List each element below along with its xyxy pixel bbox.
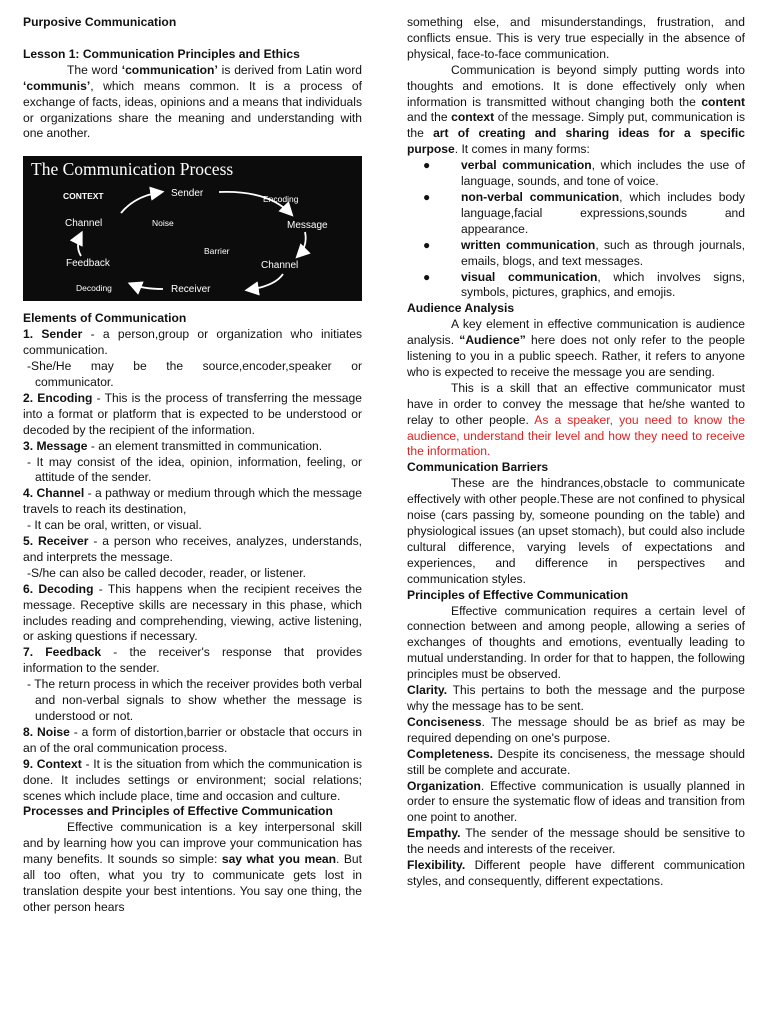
element-separator: - — [82, 327, 103, 342]
beyond-term-context: context — [451, 110, 495, 125]
arrow-feedback-to-channel — [78, 234, 81, 256]
bullet-icon: ● — [423, 269, 431, 284]
element-item — [23, 582, 362, 646]
figure-label-sender: Sender — [171, 188, 204, 200]
forms-list — [407, 158, 745, 301]
figure-label-channel-right: Channel — [261, 260, 299, 272]
principles-heading: Principles of Effective Communication — [407, 587, 629, 602]
bullet-icon: ● — [423, 237, 431, 252]
element-item — [23, 327, 362, 359]
continuation-paragraph: something else, and misunderstandings, frustration, and conflicts ensue. This is very true especially in the absence of physical, face-to-face communication. — [407, 15, 745, 61]
barriers-paragraph: These are the hindrances,obstacle to communicate effectively with other people.These are not confined to physical noise (cars passing by, someone pounding on the table) and physiological issues (an upset stomach), but could also include cultural difference, varying levels of expectations and experiences, and difference in perspectives and communication styles. — [407, 476, 745, 586]
element-subnote: - The return process in which the receiver provides both verbal and non-verbal signals to show whether the message is understood or not. — [27, 677, 362, 723]
principle-term: Empathy. — [407, 826, 461, 841]
figure-label-channel-left: Channel — [65, 218, 103, 230]
form-term: non-verbal communication — [461, 189, 620, 204]
form-bullet-text — [427, 190, 745, 238]
principle-item — [407, 683, 745, 715]
beyond-paragraph — [407, 63, 745, 158]
communication-process-figure — [23, 156, 362, 301]
element-definition: This happens when the recipient receives the message. Receptive skills are necessary in this phase, which includes reading and comprehending, viewing, active listening, or asking questions if necessary. — [23, 581, 362, 644]
communication-process-diagram — [23, 156, 362, 301]
arrow-receiver-to-decoding — [131, 284, 163, 289]
form-bullet-item — [417, 158, 745, 190]
element-term: 1. Sender — [23, 327, 83, 342]
element-item — [23, 757, 362, 805]
figure-label-decoding: Decoding — [76, 283, 112, 294]
form-bullet-item — [417, 190, 745, 238]
audience-heading: Audience Analysis — [407, 301, 515, 316]
figure-label-context: CONTEXT — [63, 191, 104, 202]
element-subnote: -She/He may be the source,encoder,speaker or communicator. — [27, 359, 362, 389]
element-definition: This is the process of transferring the message into a format or platform that is expected to be understood or decoded by the recipient of the information. — [23, 390, 362, 437]
element-item — [23, 534, 362, 566]
element-term: 2. Encoding — [23, 390, 93, 405]
form-definition: , such as through journals, emails, blogs, and text messages. — [461, 237, 745, 268]
element-definition: It is the situation from which the communication is done. It includes settings or environment; social relations; scenes which include place, time and occasion and culture. — [23, 756, 362, 803]
form-definition: , which includes body language,facial expressions,sounds and appearance. — [461, 189, 745, 236]
element-separator: - — [93, 581, 108, 596]
principle-term: Flexibility. — [407, 858, 466, 873]
lesson-title: Lesson 1: Communication Principles and Ethics — [23, 46, 300, 61]
principle-term: Conciseness — [407, 714, 482, 729]
element-separator: - — [87, 438, 99, 453]
right-column — [407, 15, 745, 890]
audience-text-1: A key element in effective communication is audience analysis. — [407, 317, 745, 348]
principle-definition: . The message should be as brief as may be required depending on one's purpose. — [407, 714, 745, 745]
beyond-text-1: Communication is beyond simply putting words into thoughts and emotions. It is done effectively only when information is transmitted without changing both the — [407, 62, 745, 109]
element-separator: - — [69, 724, 82, 739]
principle-item — [407, 858, 745, 890]
element-item — [23, 725, 362, 757]
figure-label-feedback: Feedback — [66, 258, 110, 270]
figure-label-receiver: Receiver — [171, 284, 211, 296]
form-term: visual communication — [461, 269, 598, 284]
intro-text-1: The word — [67, 62, 122, 77]
principle-item — [407, 826, 745, 858]
bullet-icon: ● — [423, 158, 431, 173]
left-column — [23, 15, 362, 916]
element-item — [23, 486, 362, 518]
principle-term: Organization — [407, 778, 481, 793]
principle-item — [407, 715, 745, 747]
principle-definition: Different people have different communication styles, and consequently, different expectations. — [407, 858, 745, 888]
form-term: written communication — [461, 237, 596, 252]
figure-label-message: Message — [287, 220, 328, 232]
intro-term-communis: ‘communis’ — [23, 78, 91, 93]
processes-term: say what you mean — [221, 852, 337, 867]
element-definition: a person,group or organization who initiates communication. — [23, 327, 362, 358]
processes-text-2: . But all too often, what you try to communicate gets lost in translation despite your best intentions. You say one thing, the other person hears — [23, 852, 363, 914]
audience-paragraph-2 — [407, 381, 745, 461]
element-definition: a person who receives, analyzes, understands, and interprets the message. — [23, 534, 362, 564]
intro-term-communication: ‘communication’ — [121, 62, 218, 77]
barriers-heading: Communication Barriers — [407, 460, 549, 475]
form-bullet-text — [427, 158, 745, 190]
form-definition: , which includes the use of language, sounds, and tone of voice. — [461, 158, 745, 189]
element-definition: the receiver's response that provides information to the sender. — [23, 645, 362, 676]
element-item — [23, 439, 362, 455]
figure-title: The Communication Process — [31, 159, 234, 180]
element-subnote: -S/he can also be called decoder, reader, or listener. — [27, 565, 306, 580]
principle-term: Clarity. — [407, 683, 448, 698]
beyond-term-art: art of creating and sharing ideas for a specific purpose — [407, 126, 745, 157]
element-item — [23, 391, 362, 439]
form-bullet-item — [417, 238, 745, 270]
element-separator: - — [88, 534, 103, 549]
principle-definition: Despite its conciseness, the message should still be complete and accurate. — [407, 746, 745, 777]
form-bullet-text — [427, 238, 745, 270]
figure-label-encoding: Encoding — [263, 194, 299, 205]
figure-label-noise: Noise — [152, 218, 174, 229]
processes-paragraph — [23, 820, 362, 915]
principle-definition: . Effective communication is usually planned in order to ensure the systematic flow of ideas and transition from one point to another. — [407, 778, 745, 825]
element-separator: - — [101, 645, 130, 660]
principle-definition: The sender of the message should be sensitive to the needs and interests of the receiver. — [407, 826, 745, 857]
principles-list — [407, 683, 745, 890]
beyond-text-2: and the — [407, 110, 452, 125]
audience-text-3: This is a skill that an effective communicator must have in order to convey the message that he/she wanted to relay to other people. — [407, 380, 745, 427]
intro-paragraph — [23, 63, 362, 143]
form-bullet-item — [417, 270, 745, 302]
principle-item — [407, 779, 745, 827]
element-separator: - — [81, 756, 94, 771]
element-definition: a pathway or medium through which the message travels to reach its destination, — [23, 486, 363, 517]
element-definition: a form of distortion,barrier or obstacle that occurs in an of the oral communication process. — [23, 724, 362, 755]
arrow-channel-to-receiver — [248, 274, 283, 290]
intro-text-2: is derived from Latin word — [217, 62, 362, 77]
element-term: 3. Message — [23, 438, 88, 453]
principle-item — [407, 747, 745, 779]
element-separator: - — [92, 390, 105, 405]
element-term: 9. Context — [23, 756, 82, 771]
element-term: 7. Feedback — [23, 645, 102, 660]
audience-paragraph-1 — [407, 317, 745, 381]
beyond-text-4: . It comes in many forms: — [454, 142, 590, 157]
bullet-icon: ● — [423, 189, 431, 204]
figure-label-barrier: Barrier — [204, 246, 230, 257]
arrow-channel-to-sender — [121, 192, 161, 213]
audience-term: “Audience” — [459, 333, 526, 348]
element-term: 8. Noise — [23, 724, 70, 739]
beyond-text-3: of the message. Simply put, communication is the — [407, 110, 746, 141]
elements-list — [23, 327, 362, 804]
intro-text-3: , which means common. It is a process of exchange of facts, ideas, opinions and a means that individuals or organizations share the meaning and understanding with one another. — [23, 78, 362, 141]
element-term: 6. Decoding — [23, 581, 94, 596]
beyond-term-content: content — [701, 94, 745, 109]
audience-text-2: here does not only refer to the people listening to you in a public speech. Rather, it refers to anyone who is expected to receive the message you are sending. — [407, 333, 745, 379]
processes-heading: Processes and Principles of Effective Communication — [23, 804, 333, 819]
element-subnote: - It can be oral, written, or visual. — [27, 518, 202, 533]
form-term: verbal communication — [461, 158, 592, 173]
element-definition: an element transmitted in communication. — [98, 438, 323, 453]
form-bullet-text — [427, 270, 745, 302]
element-term: 4. Channel — [23, 486, 85, 501]
principle-definition: This pertains to both the message and the purpose why the message has to be sent. — [407, 683, 745, 713]
element-subnote: - It may consist of the idea, opinion, information, feeling, or attitude of the sender. — [27, 454, 362, 485]
element-separator: - — [84, 486, 95, 501]
audience-highlight: As a speaker, you need to know the audience, understand their level and how they need to receive the information. — [407, 412, 745, 459]
arrow-message-to-channel — [298, 232, 306, 256]
form-definition: , which involves signs, symbols, pictures, graphics, and emojis. — [461, 269, 745, 300]
principles-paragraph: Effective communication requires a certain level of connection between and among people, allowing a series of exchanges of thoughts and emotions, eventually leading to mutual understanding. In order for that to happen, the following principles must be observed. — [407, 603, 745, 682]
document-title: Purposive Communication — [23, 15, 177, 29]
processes-text-1: Effective communication is a key interpersonal skill and by learning how you can improve your communication has many benefits. It sounds so simple: — [23, 820, 362, 867]
element-term: 5. Receiver — [23, 534, 89, 549]
principle-term: Completeness. — [407, 746, 494, 761]
element-item — [23, 645, 362, 677]
elements-heading: Elements of Communication — [23, 311, 187, 326]
